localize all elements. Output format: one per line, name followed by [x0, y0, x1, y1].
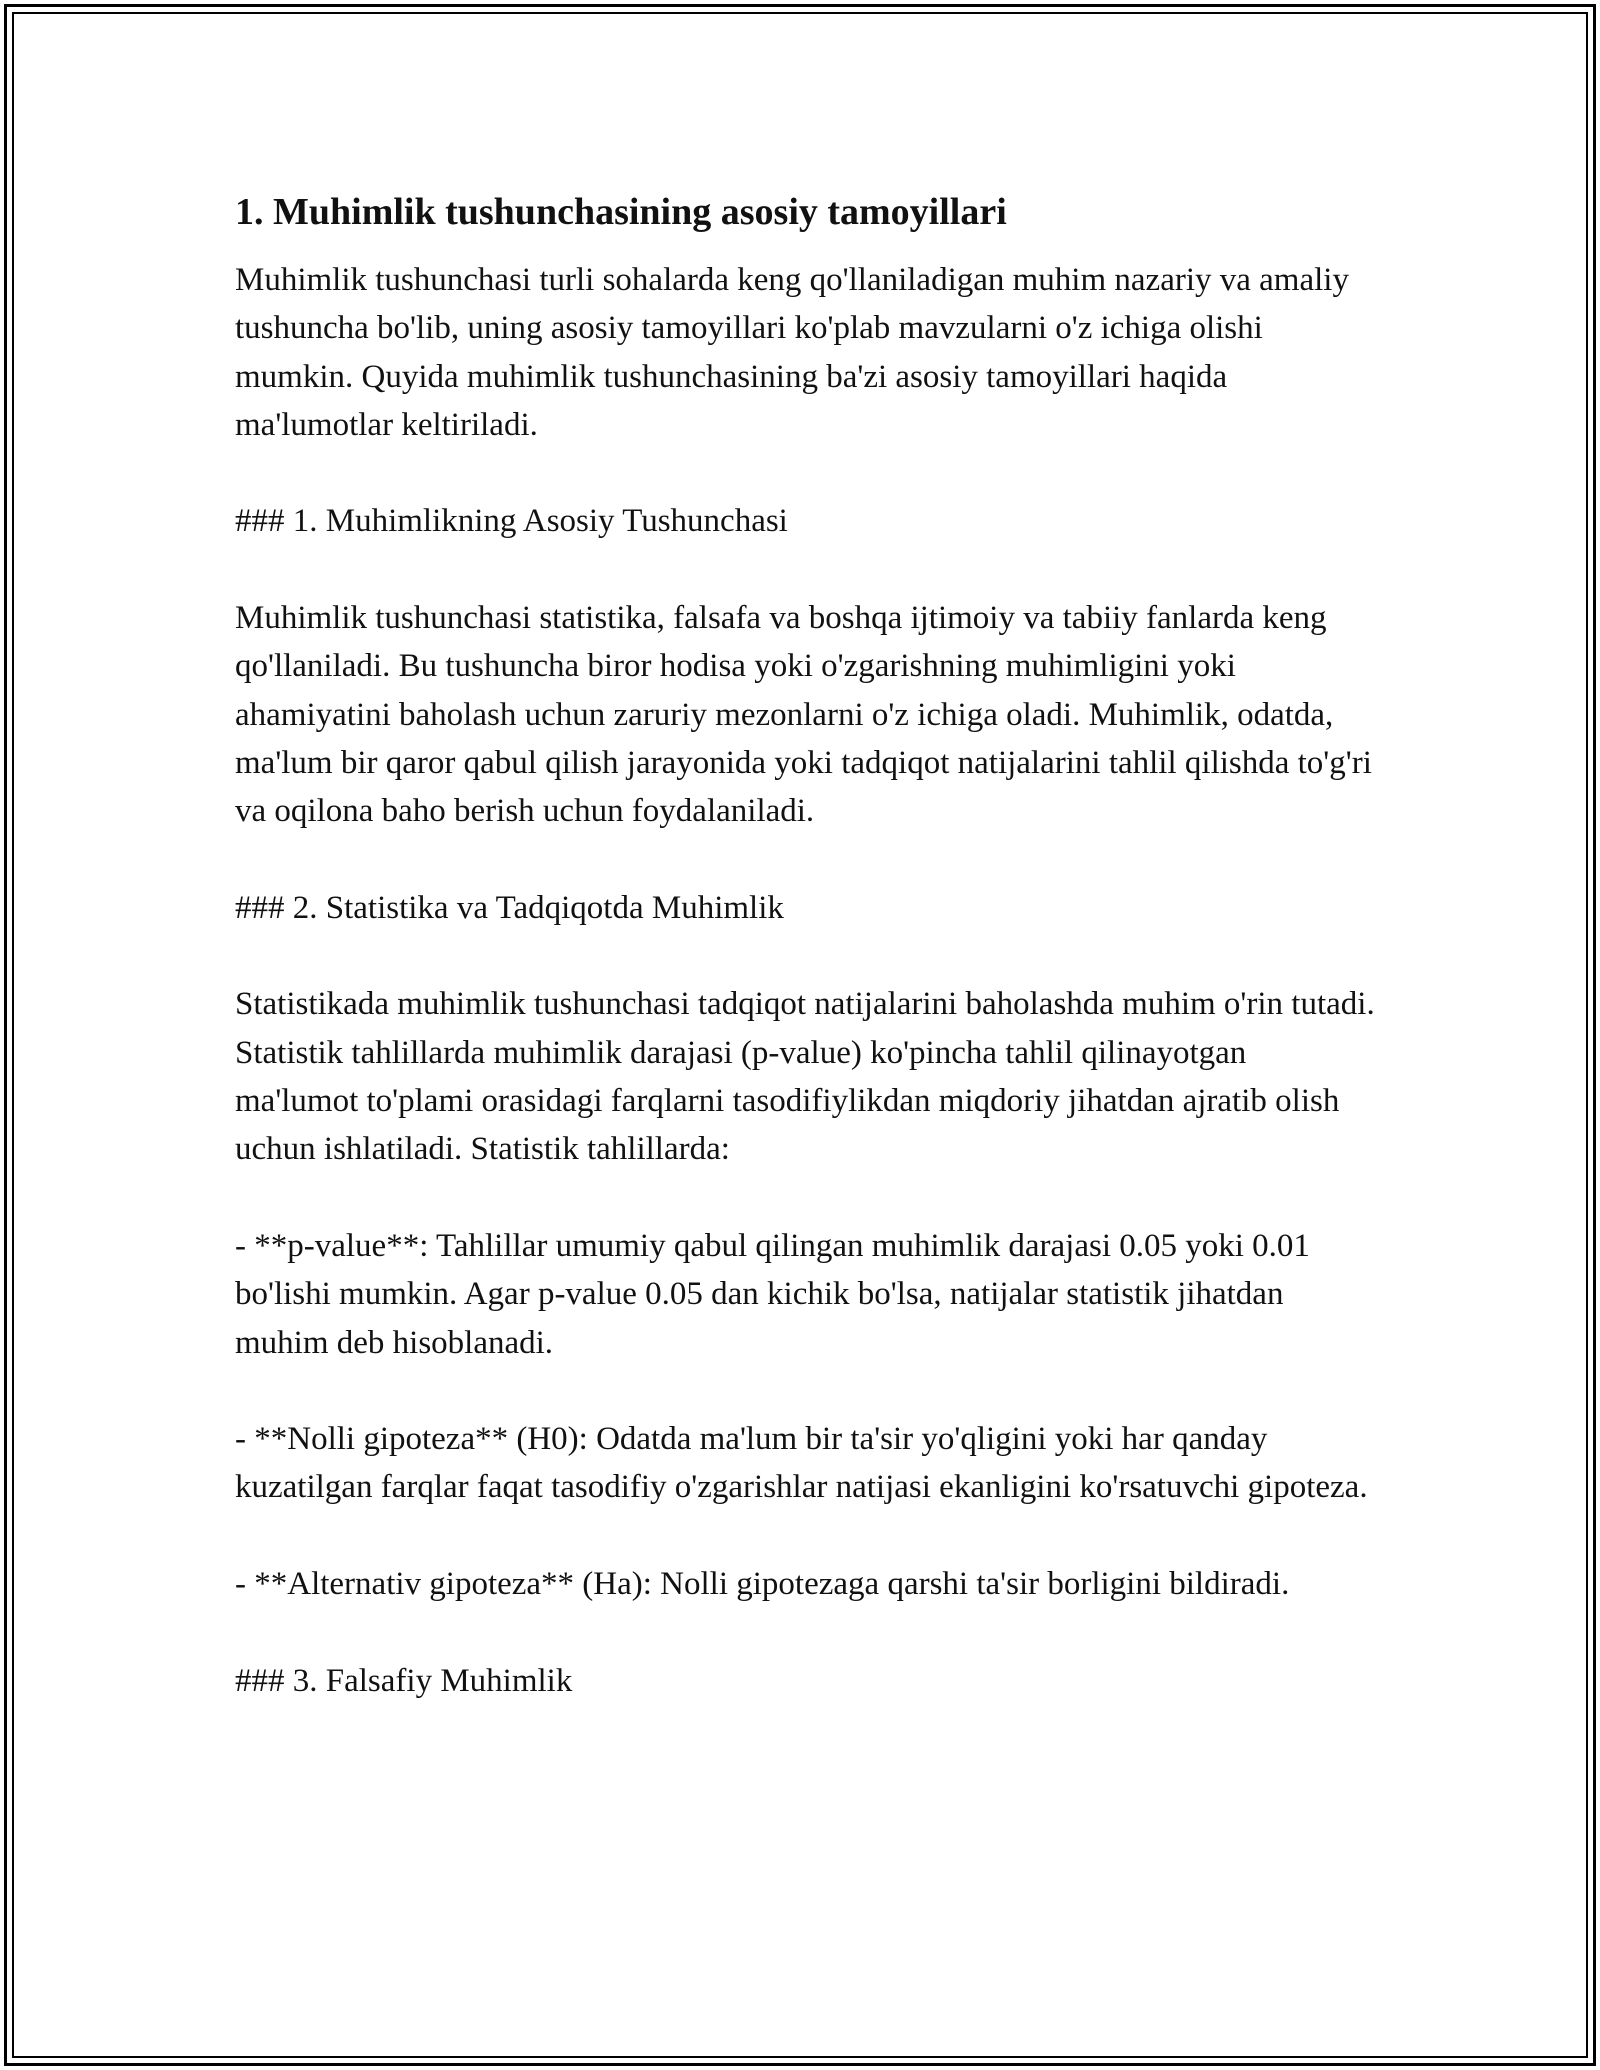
section-heading-1: ### 1. Muhimlikning Asosiy Tushunchasi [235, 503, 788, 540]
section-heading-3: ### 3. Falsafiy Muhimlik [235, 1662, 573, 1699]
bullet-null-hypothesis: - **Nolli gipoteza** (H0): Odatda ma'lum bir ta'sir yo'qligini yoki har qanday kuzatilgan farqlar faqat tasodifiy o'zgarishlar natijasi ekanligini ko'rsatuvchi gipoteza. [235, 1421, 1368, 1506]
section-2-paragraph: Statistikada muhimlik tushunchasi tadqiqot natijalarini baholashda muhim o'rin tutadi. Statistik tahlillarda muhimlik darajasi (p-value) ko'pincha tahlil qilinayotgan ma'lumot to'plami orasidagi farqlarni tasodifiylikdan miqdoriy jihatdan ajratib olish uchun ishlatiladi. Statistik tahlillarda: [235, 986, 1375, 1168]
document-body [235, 188, 1375, 1705]
intro-paragraph: Muhimlik tushunchasi turli sohalarda keng qo'llaniladigan muhim nazariy va amaliy tushuncha bo'lib, uning asosiy tamoyillari ko'plab mavzularni o'z ichiga olishi mumkin. Quyida muhimlik tushunchasining ba'zi asosiy tamoyillari haqida ma'lumotlar keltiriladi. [235, 262, 1349, 443]
document-title: 1. Muhimlik tushunchasining asosiy tamoyillari [235, 191, 1007, 233]
section-heading-2: ### 2. Statistika va Tadqiqotda Muhimlik [235, 889, 784, 926]
section-1-paragraph: Muhimlik tushunchasi statistika, falsafa va boshqa ijtimoiy va tabiiy fanlarda keng qo'llaniladi. Bu tushuncha biror hodisa yoki o'zgarishning muhimligini yoki ahamiyatini baholash uchun zaruriy mezonlarni o'z ichiga oladi. Muhimlik, odatda, ma'lum bir qaror qabul qilish jarayonida yoki tadqiqot natijalarini tahlil qilishda to'g'ri va oqilona baho berish uchun foydalaniladi. [235, 600, 1372, 830]
bullet-alternative-hypothesis: - **Alternativ gipoteza** (Ha): Nolli gipotezaga qarshi ta'sir borligini bildiradi. [235, 1566, 1290, 1603]
bullet-p-value: - **p-value**: Tahlillar umumiy qabul qilingan muhimlik darajasi 0.05 yoki 0.01 bo'lishi mumkin. Agar p-value 0.05 dan kichik bo'lsa, natijalar statistik jihatdan muhim deb hisoblanadi. [235, 1227, 1310, 1361]
